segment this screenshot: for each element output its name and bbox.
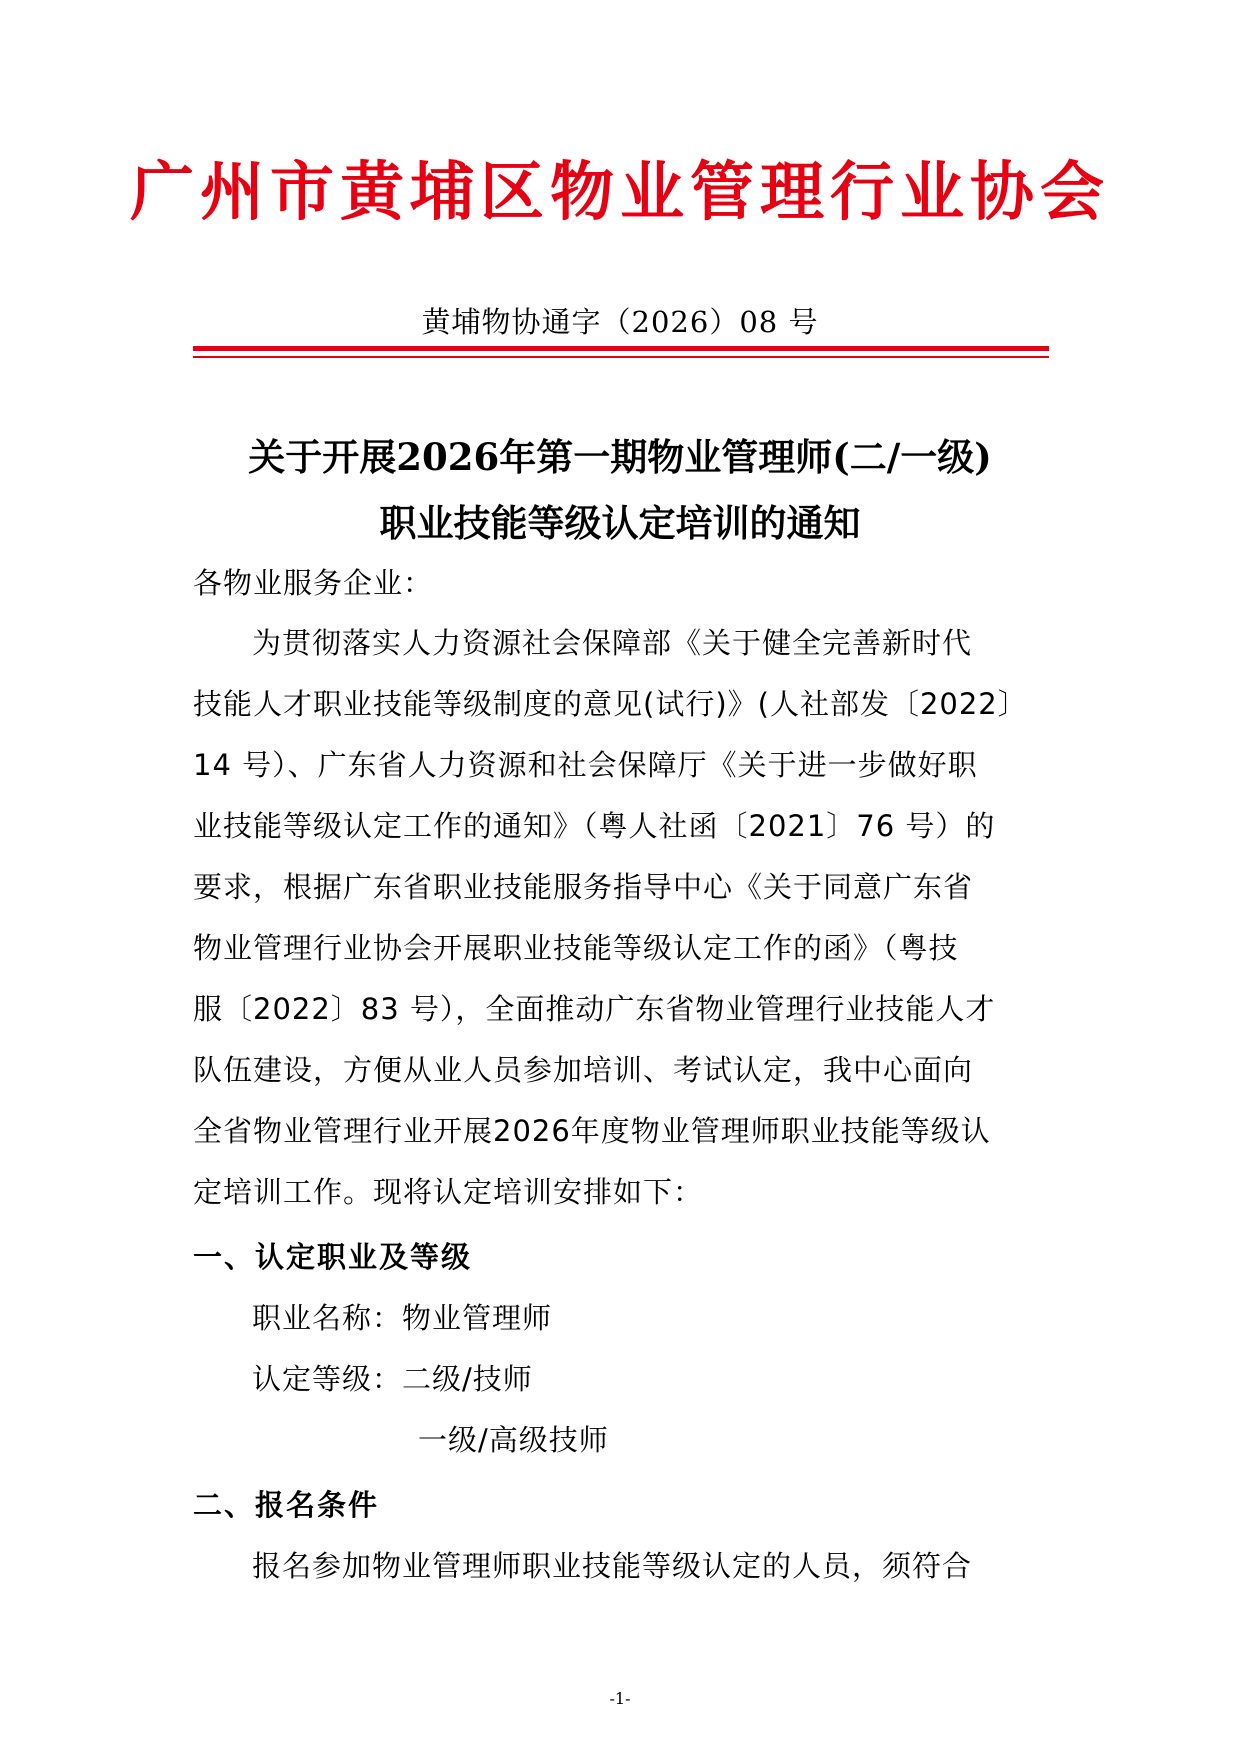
- section-heading: 二、报名条件: [193, 1488, 380, 1522]
- paragraph-line: 为贯彻落实人力资源社会保障部《关于健全完善新时代: [252, 626, 973, 660]
- section-line: 一级/高级技师: [418, 1423, 609, 1457]
- paragraph-line: 队伍建设，方便从业人员参加培训、考试认定，我中心面向: [193, 1053, 974, 1087]
- header-rule-thin: [193, 356, 1049, 358]
- org-header-title: 广州市黄埔区物业管理行业协会: [130, 156, 1110, 230]
- paragraph-line: 服〔2022〕83 号），全面推动广东省物业管理行业技能人才: [193, 992, 996, 1026]
- doc-title-line-2: 职业技能等级认定培训的通知: [379, 501, 861, 545]
- paragraph-line: 业技能等级认定工作的通知》（粤人社函〔2021〕76 号）的: [193, 809, 996, 843]
- paragraph-line: 物业管理行业协会开展职业技能等级认定工作的函》（粤技: [193, 931, 959, 965]
- page-number: -1-: [609, 1689, 631, 1708]
- salutation: 各物业服务企业：: [193, 566, 434, 600]
- paragraph-line: 全省物业管理行业开展2026年度物业管理师职业技能等级认: [193, 1114, 991, 1148]
- section-line: 报名参加物业管理师职业技能等级认定的人员，须符合: [252, 1549, 973, 1583]
- paragraph-line: 要求，根据广东省职业技能服务指导中心《关于同意广东省: [193, 870, 974, 904]
- section-line: 认定等级：二级/技师: [252, 1362, 533, 1396]
- header-rule-thick: [193, 346, 1049, 351]
- section-heading: 一、认定职业及等级: [193, 1240, 473, 1274]
- section-line: 职业名称：物业管理师: [252, 1301, 553, 1335]
- paragraph-line: 技能人才职业技能等级制度的意见(试行)》(人社部发〔2022〕: [193, 687, 1028, 721]
- doc-title-line-1: 关于开展2026年第一期物业管理师(二/一级): [248, 435, 992, 479]
- paragraph-line: 定培训工作。现将认定培训安排如下：: [193, 1175, 704, 1209]
- paragraph-line: 14 号）、广东省人力资源和社会保障厅《关于进一步做好职: [193, 748, 978, 782]
- doc-number: 黄埔物协通字（2026）08 号: [421, 305, 819, 339]
